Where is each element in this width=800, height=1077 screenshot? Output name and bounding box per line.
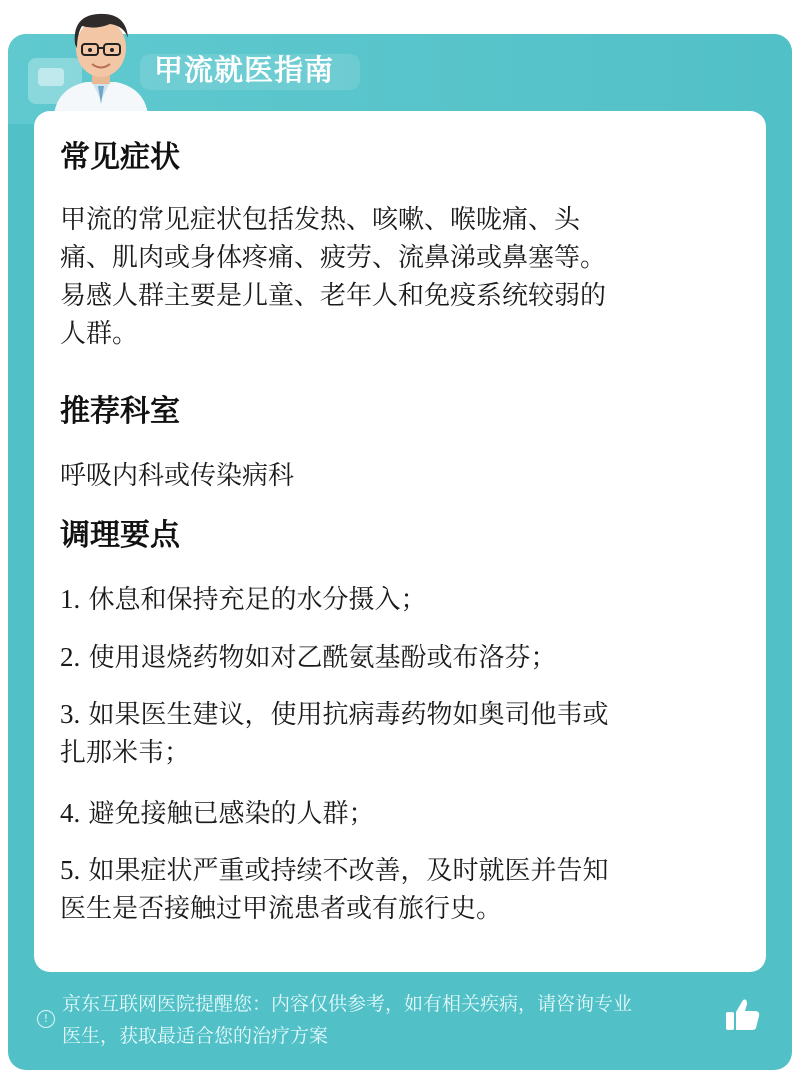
doctor-avatar	[46, 4, 156, 114]
list-item	[60, 638, 740, 677]
item-text: 扎那米韦；	[60, 738, 191, 768]
item-number: 5.	[60, 855, 81, 885]
page-title: 甲流就医指南	[154, 53, 335, 87]
thumbs-up-icon[interactable]	[722, 994, 764, 1036]
item-text: 如果症状严重或持续不改善，及时就医并告知	[88, 856, 609, 886]
item-text: 休息和保持充足的水分摄入；	[88, 585, 427, 615]
text-line: 痛、肌肉或身体疼痛、疲劳、流鼻涕或鼻塞等。	[60, 243, 607, 273]
item-number: 2.	[60, 642, 81, 672]
text-line: 易感人群主要是儿童、老年人和免疫系统较弱的	[60, 281, 607, 311]
list-item	[60, 794, 740, 833]
department-text: 呼吸内科或传染病科	[60, 461, 295, 491]
item-text: 医生是否接触过甲流患者或有旅行史。	[60, 894, 503, 924]
list-item	[60, 580, 740, 619]
item-text: 避免接触已感染的人群；	[88, 799, 375, 829]
item-number: 1.	[60, 584, 81, 614]
list-item	[60, 695, 740, 772]
text-line: 人群。	[60, 319, 139, 349]
info-icon: !	[37, 1010, 55, 1028]
item-text: 如果医生建议，使用抗病毒药物如奥司他韦或	[88, 700, 609, 730]
disclaimer-line: 京东互联网医院提醒您：内容仅供参考，如有相关疾病，请咨询专业	[62, 993, 633, 1015]
symptoms-text	[60, 201, 740, 353]
section-title-symptoms: 常见症状	[60, 140, 180, 175]
list-item	[60, 851, 740, 928]
disclaimer-line: 医生，获取最适合您的治疗方案	[62, 1025, 329, 1047]
disclaimer-text	[62, 988, 732, 1052]
section-title-care: 调理要点	[60, 518, 180, 553]
text-line: 甲流的常见症状包括发热、咳嗽、喉咙痛、头	[60, 205, 581, 235]
item-text: 使用退烧药物如对乙酰氨基酚或布洛芬；	[88, 643, 557, 673]
item-number: 3.	[60, 699, 81, 729]
section-title-department: 推荐科室	[60, 394, 180, 429]
item-number: 4.	[60, 798, 81, 828]
content-panel	[34, 111, 766, 972]
